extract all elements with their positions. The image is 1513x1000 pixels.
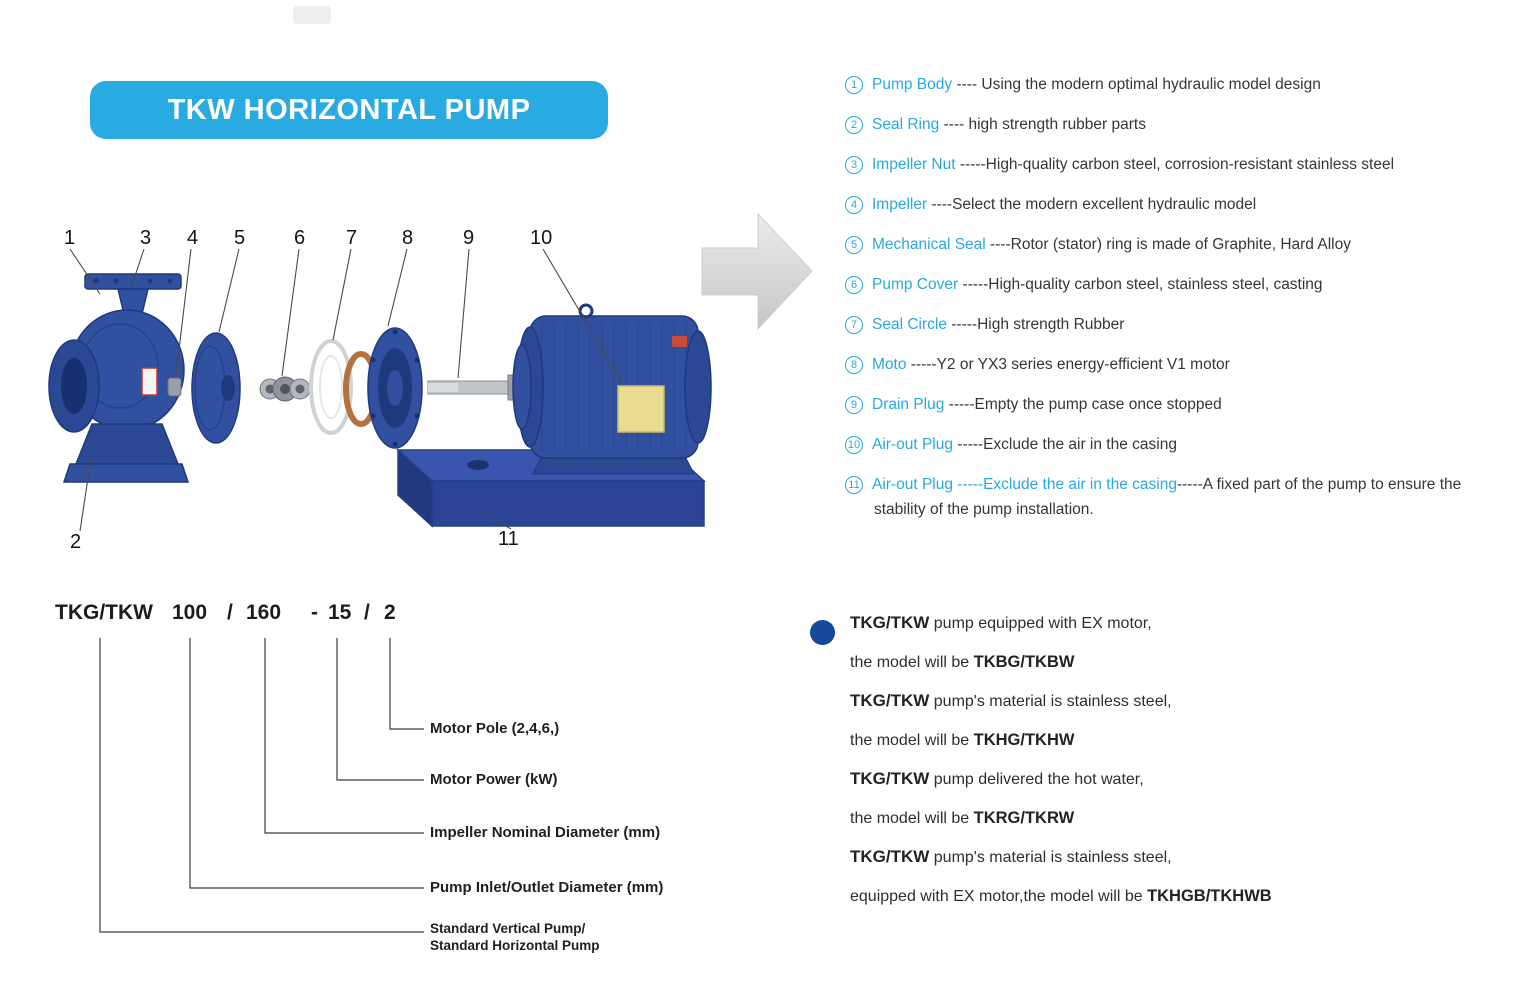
part-desc: -----Empty the pump case once stopped bbox=[944, 396, 1222, 413]
label-pump-inlet-outlet: Pump Inlet/Outlet Diameter (mm) bbox=[430, 879, 664, 896]
motor-nameplate bbox=[618, 386, 664, 432]
model-code-inlet: 100 bbox=[172, 601, 208, 624]
pump-nameplate bbox=[142, 368, 157, 395]
note-line bbox=[850, 610, 1510, 637]
part-name: Pump Body bbox=[872, 76, 953, 93]
note-prefix: TKG/TKW bbox=[850, 847, 930, 866]
part-desc: -----High-quality carbon steel, corrosion-resistant stainless steel bbox=[955, 156, 1395, 173]
model-code-tree-lines bbox=[0, 603, 440, 948]
title-banner bbox=[90, 81, 608, 139]
model-notes bbox=[850, 610, 1510, 922]
label-motor-power: Motor Power (kW) bbox=[430, 771, 558, 788]
part-desc: -----Exclude the air in the casing bbox=[952, 436, 1177, 453]
part-desc: -----Y2 or YX3 series energy-efficient V1 motor bbox=[906, 356, 1230, 373]
callout-1: 1 bbox=[64, 227, 76, 249]
part-name: Pump Cover bbox=[872, 276, 959, 293]
motor-part bbox=[513, 305, 711, 474]
part-list-item bbox=[845, 352, 1500, 377]
part-desc: ---- high strength rubber parts bbox=[939, 116, 1146, 133]
circled-number-icon: 2 bbox=[845, 116, 863, 134]
circled-number-icon: 9 bbox=[845, 396, 863, 414]
part-desc: ----Rotor (stator) ring is made of Graphite, Hard Alloy bbox=[985, 236, 1351, 253]
circled-number-icon: 6 bbox=[845, 276, 863, 294]
part-name: Moto bbox=[872, 356, 907, 373]
part-list-item bbox=[845, 72, 1500, 97]
callout-2: 2 bbox=[70, 531, 82, 553]
model-code-pole: 2 bbox=[384, 601, 396, 624]
motor-red-label bbox=[672, 336, 687, 347]
circled-number-icon: 3 bbox=[845, 156, 863, 174]
part-list-item bbox=[845, 192, 1500, 217]
callout-5: 5 bbox=[234, 227, 246, 249]
model-note bbox=[850, 610, 1510, 676]
label-standard-horizontal: Standard Horizontal Pump bbox=[430, 938, 600, 953]
note-prefix: TKG/TKW bbox=[850, 769, 930, 788]
circled-number-icon: 1 bbox=[845, 76, 863, 94]
callout-6: 6 bbox=[294, 227, 306, 249]
note-line bbox=[850, 649, 1510, 676]
part-list-item bbox=[845, 112, 1500, 137]
note-model: TKHG/TKHW bbox=[973, 731, 1075, 749]
model-code-power: 15 bbox=[328, 601, 352, 624]
part-name: Mechanical Seal bbox=[872, 236, 986, 253]
impeller-nut-part bbox=[168, 378, 181, 396]
note-line bbox=[850, 688, 1510, 715]
part-list-item bbox=[845, 152, 1500, 177]
label-standard-vertical: Standard Vertical Pump/ bbox=[430, 921, 586, 936]
impeller-part bbox=[192, 333, 240, 443]
pump-body-part bbox=[49, 274, 188, 482]
part-name: Impeller Nut bbox=[872, 156, 956, 173]
note-text: the model will be bbox=[850, 732, 974, 749]
note-text: equipped with EX motor,the model will be bbox=[850, 888, 1148, 905]
note-line bbox=[850, 766, 1510, 793]
note-text: pump's material is stainless steel, bbox=[929, 693, 1172, 710]
part-name: Air-out Plug bbox=[872, 476, 953, 493]
part-name: Seal Circle bbox=[872, 316, 947, 333]
model-code-sep: - bbox=[311, 601, 318, 624]
part-name: Seal Ring bbox=[872, 116, 940, 133]
part-list-item bbox=[845, 312, 1500, 337]
parts-list bbox=[845, 72, 1500, 537]
part-name: Drain Plug bbox=[872, 396, 945, 413]
scan-artifact-mark bbox=[293, 6, 331, 24]
note-text: pump equipped with EX motor, bbox=[929, 615, 1152, 632]
part-name: Impeller bbox=[872, 196, 928, 213]
model-code-sep: / bbox=[364, 601, 370, 624]
circled-number-icon: 4 bbox=[845, 196, 863, 214]
part-list-item bbox=[845, 432, 1500, 457]
pump-cover-part bbox=[368, 328, 422, 448]
circled-number-icon: 11 bbox=[845, 476, 863, 494]
part-list-item bbox=[845, 392, 1500, 417]
circled-number-icon: 7 bbox=[845, 316, 863, 334]
note-prefix: TKG/TKW bbox=[850, 691, 930, 710]
callout-9: 9 bbox=[463, 227, 475, 249]
note-model: TKHGB/TKHWB bbox=[1147, 887, 1272, 905]
model-code-series: TKG/TKW bbox=[55, 601, 153, 624]
part-name: Air-out Plug bbox=[872, 436, 953, 453]
model-code-sep: / bbox=[227, 601, 233, 624]
part-desc: ----Select the modern excellent hydraulic model bbox=[927, 196, 1257, 213]
callout-3: 3 bbox=[140, 227, 152, 249]
pump-exploded-diagram bbox=[30, 218, 775, 568]
callout-7: 7 bbox=[346, 227, 358, 249]
label-standard-pump bbox=[430, 920, 600, 954]
note-model: TKRG/TKRW bbox=[973, 809, 1075, 827]
right-arrow-icon bbox=[698, 202, 816, 338]
pump-diagram-svg bbox=[30, 218, 775, 568]
callout-4: 4 bbox=[187, 227, 199, 249]
note-line bbox=[850, 883, 1510, 910]
part-list-item bbox=[845, 472, 1500, 522]
circled-number-icon: 5 bbox=[845, 236, 863, 254]
part-desc: -----A fixed part of the pump to ensure the stability of the pump installation. bbox=[874, 476, 1462, 518]
part-list-item bbox=[845, 232, 1500, 257]
note-prefix: TKG/TKW bbox=[850, 613, 930, 632]
callout-10: 10 bbox=[530, 227, 553, 249]
callout-8: 8 bbox=[402, 227, 414, 249]
note-model: TKBG/TKBW bbox=[973, 653, 1075, 671]
note-text: pump's material is stainless steel, bbox=[929, 849, 1172, 866]
model-note bbox=[850, 766, 1510, 832]
note-text: pump delivered the hot water, bbox=[929, 771, 1144, 788]
note-text: the model will be bbox=[850, 654, 974, 671]
note-line bbox=[850, 805, 1510, 832]
model-note bbox=[850, 688, 1510, 754]
note-text: the model will be bbox=[850, 810, 974, 827]
label-motor-pole: Motor Pole (2,4,6,) bbox=[430, 720, 560, 737]
callout-11: 11 bbox=[498, 528, 519, 550]
part-desc: ---- Using the modern optimal hydraulic model design bbox=[952, 76, 1321, 93]
part-list-item bbox=[845, 272, 1500, 297]
part-desc: -----High strength Rubber bbox=[946, 316, 1125, 333]
note-line bbox=[850, 844, 1510, 871]
note-line bbox=[850, 727, 1510, 754]
model-note bbox=[850, 844, 1510, 910]
model-code-impeller: 160 bbox=[246, 601, 282, 624]
part-desc-blue: -----Exclude the air in the casing bbox=[952, 476, 1177, 493]
circled-number-icon: 8 bbox=[845, 356, 863, 374]
bullet-icon bbox=[810, 620, 835, 645]
part-desc: -----High-quality carbon steel, stainless steel, casting bbox=[958, 276, 1323, 293]
circled-number-icon: 10 bbox=[845, 436, 863, 454]
page-title: TKW HORIZONTAL PUMP bbox=[167, 93, 531, 126]
label-impeller-diameter: Impeller Nominal Diameter (mm) bbox=[430, 824, 661, 841]
shaft-sleeve-rings-part bbox=[260, 377, 310, 401]
